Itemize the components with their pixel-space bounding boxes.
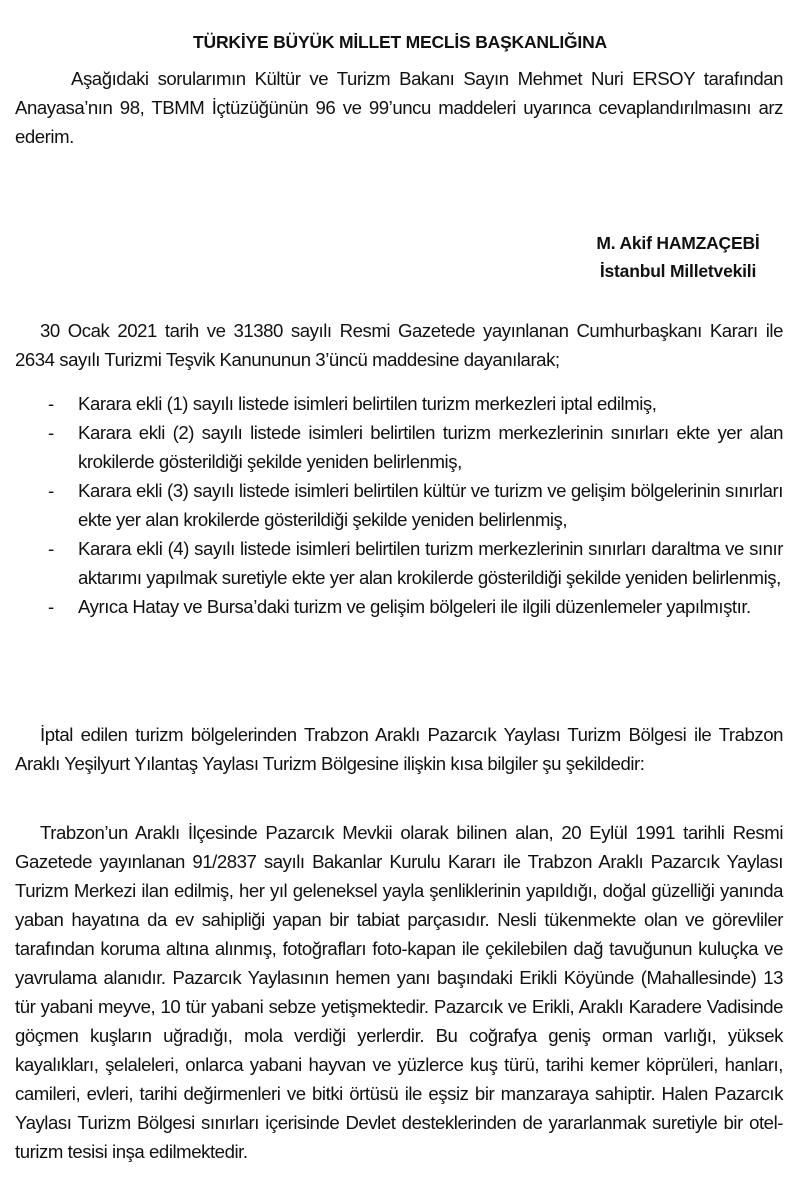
- list-item-text: Karara ekli (4) sayılı listede isimleri belirtilen turizm merkezlerinin sınırları daraltma ve sınır aktarımı yapılmak suretiyle ekte yer alan krokilerde gösterildiği şekilde yeniden belirlenmiş,: [78, 538, 783, 588]
- list-item: [15, 418, 783, 476]
- list-item: [15, 476, 783, 534]
- list-item-text: Ayrıca Hatay ve Bursa’daki turizm ve gelişim bölgeleri ile ilgili düzenlemeler yapılmıştır.: [78, 596, 751, 617]
- decree-paragraph: 30 Ocak 2021 tarih ve 31380 sayılı Resmi Gazetede yayınlanan Cumhurbaşkanı Kararı ile 2634 sayılı Turizmi Teşvik Kanununun 3’üncü maddesine dayanılarak;: [15, 320, 783, 370]
- document-title: TÜRKİYE BÜYÜK MİLLET MECLİS BAŞKANLIĞINA: [193, 31, 607, 52]
- list-item: [15, 534, 783, 592]
- list-dash: -: [48, 422, 54, 443]
- list-dash: -: [48, 393, 54, 414]
- list-item: [15, 592, 783, 621]
- list-dash: -: [48, 480, 54, 501]
- signature-name: M. Akif HAMZAÇEBİ: [596, 233, 760, 253]
- cancelled-regions-paragraph: İptal edilen turizm bölgelerinden Trabzon Araklı Pazarcık Yaylası Turizm Bölgesi ile Trabzon Araklı Yeşilyurt Yılantaş Yaylası Turizm Bölgesine ilişkin kısa bilgiler şu şekildedir:: [15, 724, 783, 774]
- list-dash: -: [48, 596, 54, 617]
- list-item-text: Karara ekli (1) sayılı listede isimleri belirtilen turizm merkezleri iptal edilmiş,: [78, 393, 657, 414]
- signature-role: İstanbul Milletvekili: [599, 261, 757, 281]
- intro-paragraph: Aşağıdaki sorularımın Kültür ve Turizm Bakanı Sayın Mehmet Nuri ERSOY tarafından Anayasa’nın 98, TBMM İçtüzüğünün 96 ve 99’uncu maddeleri uyarınca cevaplandırılmasını arz ederim.: [15, 68, 783, 147]
- list-item-text: Karara ekli (2) sayılı listede isimleri belirtilen turizm merkezlerinin sınırları ekte yer alan krokilerde gösterildiği şekilde yeniden belirlenmiş,: [78, 422, 783, 472]
- decree-items-list: [15, 389, 783, 621]
- list-dash: -: [48, 538, 54, 559]
- list-item-text: Karara ekli (3) sayılı listede isimleri belirtilen kültür ve turizm ve gelişim bölgelerinin sınırları ekte yer alan krokilerde gösterildiği şekilde yeniden belirlenmiş,: [78, 480, 783, 530]
- list-item: [15, 389, 783, 418]
- signature-block: [573, 229, 783, 285]
- pazarcik-detail-paragraph: Trabzon’un Araklı İlçesinde Pazarcık Mevkii olarak bilinen alan, 20 Eylül 1991 tarihli Resmi Gazetede yayınlanan 91/2837 sayılı Bakanlar Kurulu Kararı ile Trabzon Araklı Pazarcık Yaylası Turizm Merkezi ilan edilmiş, her yıl geleneksel yayla şenliklerinin yapıldığı, doğal güzelliği yanında yaban hayatına da ev sahipliği yapan bir tabiat parçasıdır. Nesli tükenmekte olan ve görevliler tarafından koruma altına alınmış, fotoğrafları foto-kapan ile çekilebilen dağ tavuğunun kuluçka ve yavrulama alanıdır. Pazarcık Yaylasının hemen yanı başındaki Erikli Köyünde (Mahallesinde) 13 tür yabani meyve, 10 tür yabani sebze yetişmektedir. Pazarcık ve Erikli, Araklı Karadere Vadisinde göçmen kuşların uğradığı, mola verdiği yerlerdir. Bu coğrafya geniş orman varlığı, yüksek kayalıkları, şelaleleri, onlarca yabani hayvan ve yüzlerce kuş türü, tarihi kemer köprüleri, hanları, camileri, evleri, tarihi değirmenleri ve bitki örtüsü ile eşsiz bir manzaraya sahiptir. Halen Pazarcık Yaylası Turizm Bölgesi sınırları içerisinde Devlet desteklerinden de yararlanmak suretiyle bir otel-turizm tesisi inşa edilmektedir.: [15, 822, 783, 1162]
